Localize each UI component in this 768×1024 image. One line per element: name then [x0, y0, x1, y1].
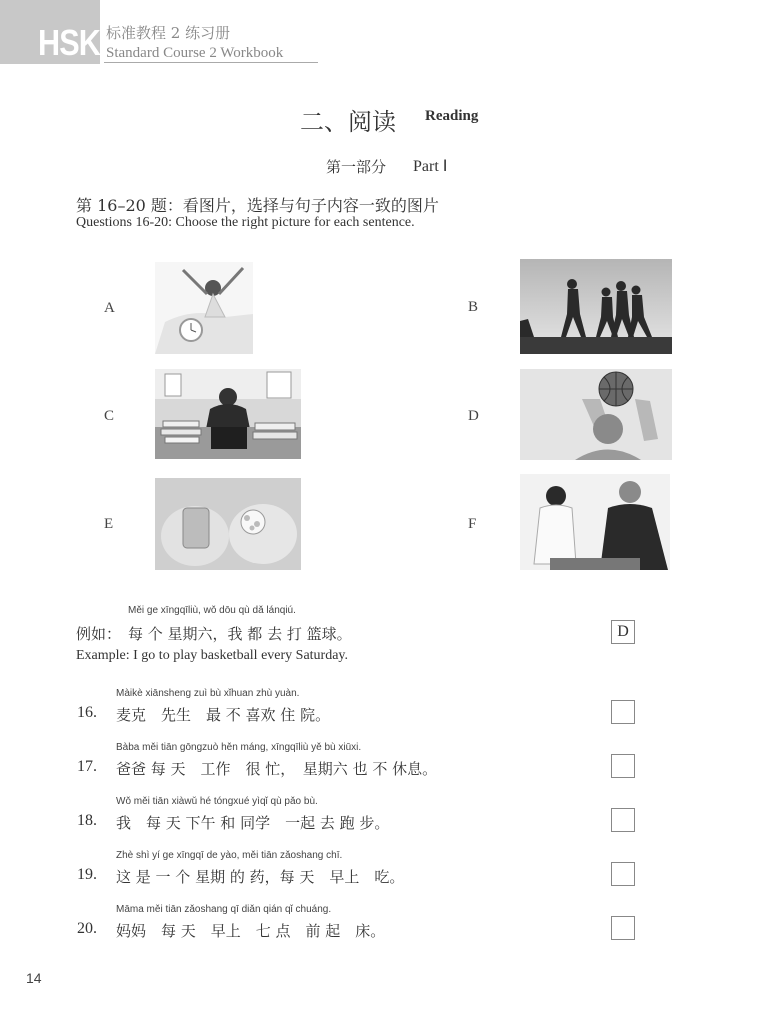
- hands-holding-pills-picture: [155, 478, 301, 570]
- section-title-en: Reading: [425, 108, 479, 124]
- example-english: Example: I go to play basketball every Saturday.: [76, 648, 349, 663]
- question-19-pinyin: Zhè shì yí ge xīngqī de yào, měi tiān zǎoshang chī.: [116, 850, 343, 861]
- book-title-en: Standard Course 2 Workbook: [106, 45, 284, 61]
- man-holding-basketball-picture: [520, 369, 672, 460]
- question-19-number: 19.: [77, 866, 97, 883]
- option-letter-b: B: [468, 299, 479, 315]
- question-16-answer-box[interactable]: [611, 700, 635, 724]
- question-17-answer-box[interactable]: [611, 754, 635, 778]
- question-18-answer-box[interactable]: [611, 808, 635, 832]
- part-title-zh: 第一部分: [326, 158, 387, 176]
- question-20-number: 20.: [77, 920, 97, 937]
- instructions-zh: 第 16–20 题：看图片，选择与句子内容一致的图片: [76, 196, 439, 215]
- man-working-desk-books-picture: [155, 369, 301, 459]
- hsk-logo-block: [0, 0, 100, 64]
- question-19-hanzi: 这 是 一 个 星期 的 药，每 天 早上 吃。: [116, 868, 405, 886]
- question-16-hanzi: 麦克 先生 最 不 喜欢 住 院。: [116, 706, 331, 724]
- example-pinyin: Měi ge xīngqīliù, wǒ dōu qù dǎ lánqiú.: [128, 605, 296, 616]
- question-18-pinyin: Wǒ měi tiān xiàwǔ hé tóngxué yìqǐ qù pǎo bù.: [116, 796, 318, 807]
- example-label: 例如：: [76, 625, 122, 643]
- question-20-answer-box[interactable]: [611, 916, 635, 940]
- hsk-logo: HSK: [38, 22, 101, 63]
- question-18-hanzi: 我 每 天 下午 和 同学 一起 去 跑 步。: [116, 814, 390, 832]
- option-letter-f: F: [468, 516, 477, 532]
- question-20-pinyin: Māma měi tiān zǎoshang qī diǎn qián qǐ chuáng.: [116, 904, 332, 915]
- doctor-patient-picture: [520, 474, 670, 570]
- question-16-pinyin: Màikè xiānsheng zuì bù xǐhuan zhù yuàn.: [116, 688, 300, 699]
- example-answer-box: D: [611, 620, 635, 644]
- question-20-hanzi: 妈妈 每 天 早上 七 点 前 起 床。: [116, 922, 386, 940]
- instructions-en: Questions 16-20: Choose the right picture for each sentence.: [76, 215, 415, 230]
- option-letter-c: C: [104, 408, 115, 424]
- question-17-hanzi: 爸爸 每 天 工作 很 忙， 星期六 也 不 休息。: [116, 760, 438, 778]
- people-running-silhouette-picture: [520, 259, 672, 354]
- header-divider: [104, 62, 318, 63]
- page-number: 14: [26, 970, 42, 986]
- question-19-answer-box[interactable]: [611, 862, 635, 886]
- question-16-number: 16.: [77, 704, 97, 721]
- option-letter-e: E: [104, 516, 114, 532]
- question-17-number: 17.: [77, 758, 97, 775]
- question-18-number: 18.: [77, 812, 97, 829]
- part-title-en: Part Ⅰ: [413, 158, 448, 175]
- option-letter-d: D: [468, 408, 479, 424]
- example-hanzi: 每 个 星期六，我 都 去 打 篮球。: [128, 625, 352, 643]
- woman-stretching-alarm-clock-picture: [155, 262, 253, 354]
- option-letter-a: A: [104, 300, 115, 316]
- book-title-zh: 标准教程 2 练习册: [106, 24, 231, 42]
- section-title-zh: 二、阅读: [300, 108, 396, 136]
- question-17-pinyin: Bàba měi tiān gōngzuò hěn máng, xīngqīliù yě bù xiūxi.: [116, 742, 362, 753]
